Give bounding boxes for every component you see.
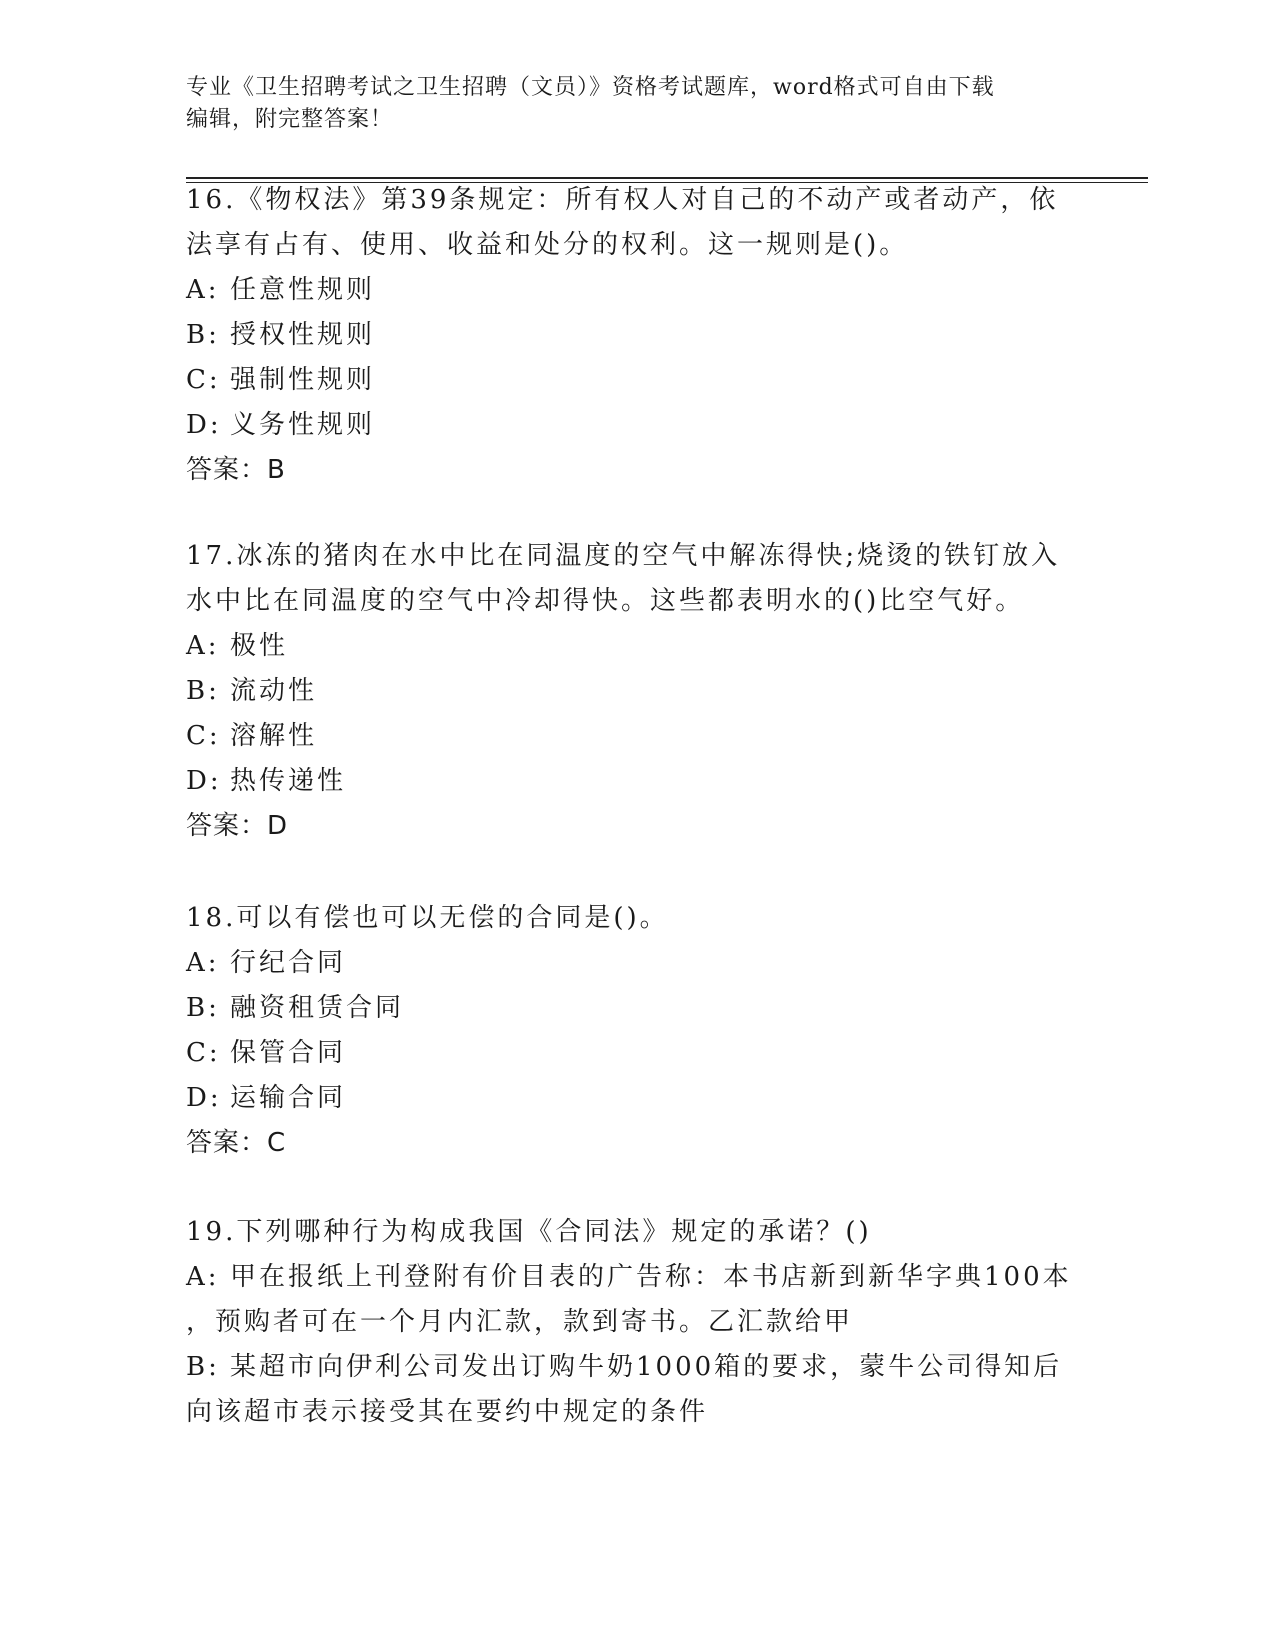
option-text: 行纪合同 [230, 948, 347, 978]
option-key: C: [186, 365, 221, 395]
option-a [186, 941, 1086, 986]
option-c [186, 358, 1086, 403]
option-text: 流动性 [230, 676, 318, 706]
answer-line: 答案：D [186, 811, 289, 841]
header-line-1: 专业《卫生招聘考试之卫生招聘（文员）》资格考试题库，word格式可自由下载 [186, 75, 995, 100]
header-line-2: 编辑，附完整答案！ [186, 107, 394, 132]
option-a [186, 268, 1086, 313]
option-a [186, 1255, 1086, 1300]
question-stem-line: 19.下列哪种行为构成我国《合同法》规定的承诺？() [186, 1217, 872, 1247]
option-text: 强制性规则 [230, 365, 376, 395]
option-key: A: [186, 275, 220, 305]
option-a-continued: ，预购者可在一个月内汇款，款到寄书。乙汇款给甲 [186, 1307, 854, 1337]
option-key: A: [186, 1262, 220, 1292]
option-text: 授权性规则 [230, 320, 376, 350]
option-key: D: [186, 1083, 222, 1113]
option-b [186, 1345, 1086, 1390]
option-key: A: [186, 631, 220, 661]
question-stem-line: 水中比在同温度的空气中冷却得快。这些都表明水的()比空气好。 [186, 586, 1025, 616]
question-17 [186, 534, 1086, 849]
option-d [186, 403, 1086, 448]
option-c [186, 714, 1086, 759]
question-stem-line: 17.冰冻的猪肉在水中比在同温度的空气中解冻得快;烧烫的铁钉放入 [186, 541, 1061, 571]
option-b [186, 313, 1086, 358]
option-key: B: [186, 320, 220, 350]
option-text: 任意性规则 [230, 275, 376, 305]
option-text: 甲在报纸上刊登附有价目表的广告称：本书店新到新华字典100本 [230, 1262, 1072, 1292]
option-text: 运输合同 [230, 1083, 347, 1113]
option-text: 热传递性 [230, 766, 347, 796]
option-text: 保管合同 [230, 1038, 347, 1068]
option-key: C: [186, 1038, 221, 1068]
option-text: 义务性规则 [230, 410, 376, 440]
option-text: 溶解性 [230, 721, 318, 751]
option-c [186, 1031, 1086, 1076]
option-d [186, 1076, 1086, 1121]
question-stem-line: 法享有占有、使用、收益和处分的权利。这一规则是()。 [186, 230, 909, 260]
option-text: 融资租赁合同 [230, 993, 405, 1023]
question-stem-line: 18.可以有偿也可以无偿的合同是()。 [186, 903, 669, 933]
option-key: B: [186, 993, 220, 1023]
answer-line: 答案：C [186, 1128, 287, 1158]
option-key: C: [186, 721, 221, 751]
question-stem-line: 16.《物权法》第39条规定：所有权人对自己的不动产或者动产，依 [186, 185, 1059, 215]
question-16 [186, 178, 1086, 493]
option-key: B: [186, 1352, 220, 1382]
option-key: D: [186, 410, 222, 440]
answer-line: 答案：B [186, 455, 286, 485]
option-text: 某超市向伊利公司发出订购牛奶1000箱的要求，蒙牛公司得知后 [230, 1352, 1063, 1382]
option-key: B: [186, 676, 220, 706]
option-d [186, 759, 1086, 804]
option-b-continued: 向该超市表示接受其在要约中规定的条件 [186, 1397, 709, 1427]
option-key: A: [186, 948, 220, 978]
option-text: 极性 [230, 631, 289, 661]
option-b [186, 986, 1086, 1031]
question-18 [186, 896, 1086, 1166]
document-header [186, 72, 1086, 136]
option-b [186, 669, 1086, 714]
option-key: D: [186, 766, 222, 796]
question-19 [186, 1210, 1086, 1435]
option-a [186, 624, 1086, 669]
